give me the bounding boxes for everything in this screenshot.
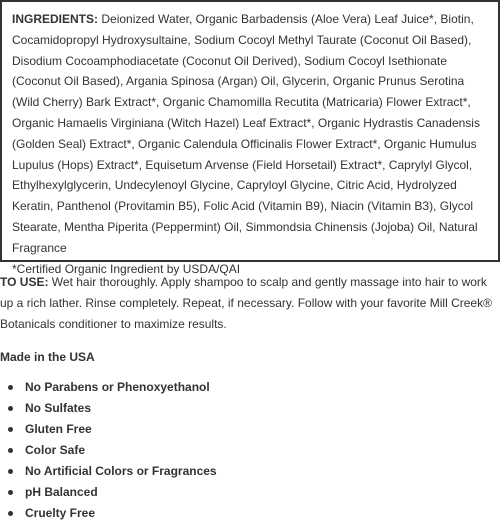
bullet-icon [8,511,13,516]
feature-label: No Parabens or Phenoxyethanol [25,380,210,394]
feature-list [0,378,217,525]
bullet-icon [8,469,13,474]
list-item [0,420,217,441]
list-item [0,441,217,462]
bullet-icon [8,448,13,453]
origin-statement: Made in the USA [0,350,95,364]
bullet-icon [8,385,13,390]
certification-note: *Certified Organic Ingredient by USDA/QAI [12,261,241,276]
ingredients-text: Deionized Water, Organic Barbadensis (Aloe Vera) Leaf Juice*, Biotin, Cocamidopropyl Hydroxysultaine, Sodium Cocoyl Methyl Taurate (Coconut Oil Based), Disodium Cocoamphodiacetate (Coconut Oil Derived), Sodium Cocoyl Isethionate (Coconut Oil Based), Argania Spinosa (Argan) Oil, Glycerin, Organic Prunus Serotina (Wild Cherry) Bark Extract*, Organic Chamomilla Recutita (Matricaria) Flower Extract*, Organic Hamaelis Virginiana (Witch Hazel) Leaf Extract*, Organic Hydrastis Canadensis (Golden Seal) Extract*, Organic Calendula Officinalis Flower Extract*, Organic Humulus Lupulus (Hops) Extract*, Equisetum Arvense (Field Horsetail) Extract*, Caprylyl Glycol, Ethylhexylglycerin, Undecylenoyl Glycine, Capryloyl Glycine, Citric Acid, Hydrolyzed Keratin, Panthenol (Provitamin B5), Folic Acid (Vitamin B9), Niacin (Vitamin B3), Glycol Stearate, Mentha Piperita (Peppermint) Oil, Simmondsia Chinensis (Jojoba) Oil, Natural Fragrance [12,12,480,255]
feature-label: Gluten Free [25,422,92,436]
feature-label: pH Balanced [25,485,98,499]
bullet-icon [8,427,13,432]
list-item [0,399,217,420]
feature-label: Color Safe [25,443,86,457]
usage-instructions [0,272,502,334]
bullet-icon [8,490,13,495]
usage-label: TO USE: [0,275,49,289]
list-item [0,378,217,399]
feature-label: Cruelty Free [25,506,96,520]
ingredients-label: INGREDIENTS: [12,12,99,26]
bullet-icon [8,406,13,411]
list-item [0,483,217,504]
feature-label: No Artificial Colors or Fragrances [25,464,217,478]
feature-label: No Sulfates [25,401,92,415]
usage-text: Wet hair thoroughly. Apply shampoo to scalp and gently massage into hair to work up a rich lather. Rinse completely. Repeat, if necessary. Follow with your favorite Mill Creek® Botanicals conditioner to maximize results. [0,275,492,331]
list-item [0,462,217,483]
